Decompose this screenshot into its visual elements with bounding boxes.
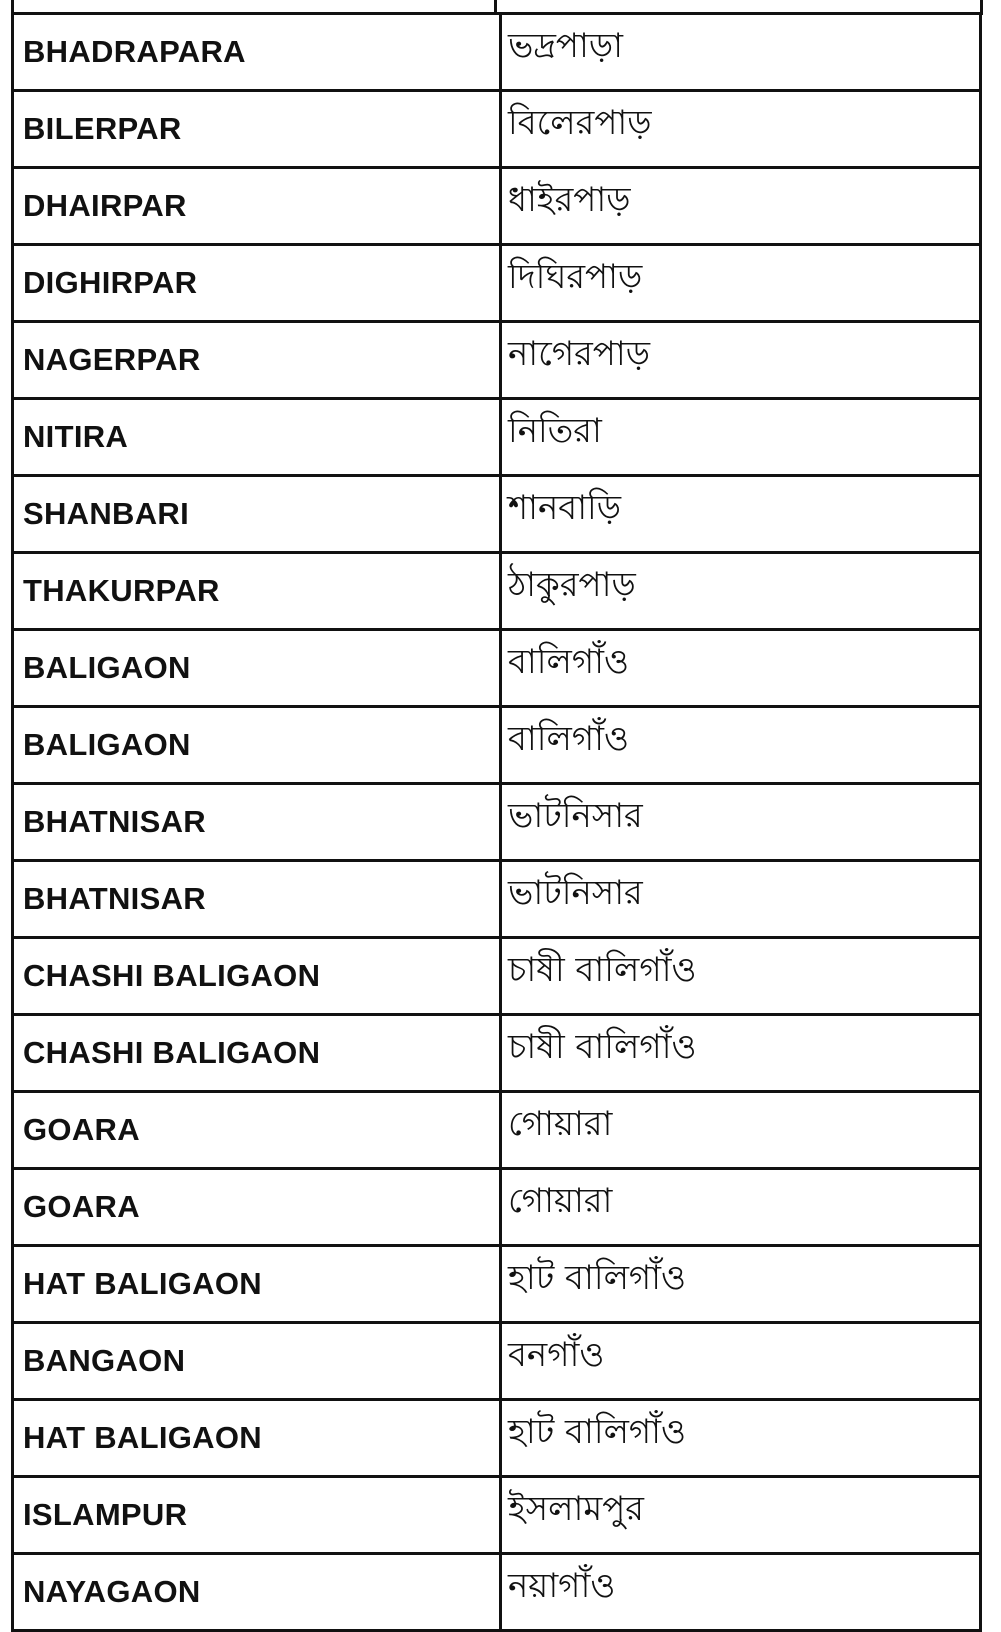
bengali-name-cell: হাট বালিগাঁও <box>501 1400 981 1477</box>
table-row <box>13 399 981 476</box>
bengali-name-cell: ঠাকুরপাড় <box>501 553 981 630</box>
bengali-name-cell: ইসলামপুর <box>501 1477 981 1554</box>
bengali-name-cell: ভাটনিসার <box>501 861 981 938</box>
bengali-name-cell: নিতিরা <box>501 399 981 476</box>
english-name-cell: DIGHIRPAR <box>13 245 501 322</box>
english-name-cell: DHAIRPAR <box>13 168 501 245</box>
english-name-cell: BANGAON <box>13 1323 501 1400</box>
table-row <box>13 322 981 399</box>
bengali-name-cell: ভদ্রপাড়া <box>501 14 981 91</box>
table-row <box>13 1400 981 1477</box>
table-row <box>13 1092 981 1169</box>
bengali-name-cell: বিলেরপাড় <box>501 91 981 168</box>
english-name-cell: BHATNISAR <box>13 861 501 938</box>
english-name-cell: BHATNISAR <box>13 784 501 861</box>
table-row <box>13 938 981 1015</box>
table-row <box>13 707 981 784</box>
bengali-name-cell: গোয়ারা <box>501 1169 981 1246</box>
english-name-cell: THAKURPAR <box>13 553 501 630</box>
english-name-cell: CHASHI BALIGAON <box>13 938 501 1015</box>
bengali-name-cell: বালিগাঁও <box>501 630 981 707</box>
table-row <box>13 784 981 861</box>
table-row <box>13 553 981 630</box>
table-row <box>13 245 981 322</box>
bengali-name-cell: নাগেরপাড় <box>501 322 981 399</box>
bengali-name-cell: শানবাড়ি <box>501 476 981 553</box>
english-name-cell: NAYAGAON <box>13 1554 501 1631</box>
table-row <box>13 1323 981 1400</box>
table-body <box>13 14 981 1631</box>
next-column-cutoff <box>982 0 1001 1461</box>
table-row <box>13 1246 981 1323</box>
table-row <box>13 861 981 938</box>
bengali-name-cell: ভাটনিসার <box>501 784 981 861</box>
english-name-cell: BALIGAON <box>13 630 501 707</box>
english-name-cell: BALIGAON <box>13 707 501 784</box>
table-row <box>13 91 981 168</box>
bengali-name-cell: দিঘিরপাড় <box>501 245 981 322</box>
bengali-name-cell: নয়াগাঁও <box>501 1554 981 1631</box>
bengali-name-cell: চাষী বালিগাঁও <box>501 938 981 1015</box>
bengali-name-cell: গোয়ারা <box>501 1092 981 1169</box>
english-name-cell: HAT BALIGAON <box>13 1246 501 1323</box>
table-row <box>13 14 981 91</box>
table-row <box>13 168 981 245</box>
english-name-cell: BHADRAPARA <box>13 14 501 91</box>
english-name-cell: SHANBARI <box>13 476 501 553</box>
english-name-cell: BILERPAR <box>13 91 501 168</box>
table-row <box>13 1015 981 1092</box>
table-row <box>13 1554 981 1631</box>
bengali-name-cell: বালিগাঁও <box>501 707 981 784</box>
english-name-cell: NAGERPAR <box>13 322 501 399</box>
english-name-cell: GOARA <box>13 1092 501 1169</box>
table-row <box>13 1169 981 1246</box>
table-row <box>13 630 981 707</box>
english-name-cell: HAT BALIGAON <box>13 1400 501 1477</box>
english-name-cell: GOARA <box>13 1169 501 1246</box>
english-name-cell: NITIRA <box>13 399 501 476</box>
bengali-name-cell: চাষী বালিগাঁও <box>501 1015 981 1092</box>
english-name-cell: CHASHI BALIGAON <box>13 1015 501 1092</box>
table-row <box>13 476 981 553</box>
bengali-name-cell: হাট বালিগাঁও <box>501 1246 981 1323</box>
village-name-table <box>11 12 982 1632</box>
table-row <box>13 1477 981 1554</box>
bengali-name-cell: বনগাঁও <box>501 1323 981 1400</box>
bengali-name-cell: ধাইরপাড় <box>501 168 981 245</box>
english-name-cell: ISLAMPUR <box>13 1477 501 1554</box>
